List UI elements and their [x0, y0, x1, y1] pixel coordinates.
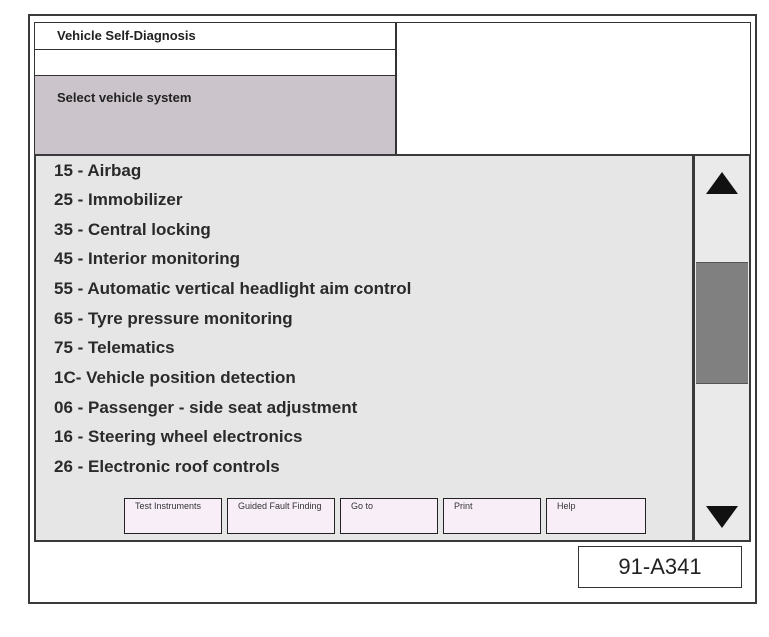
guided-fault-finding-button[interactable]: Guided Fault Finding	[227, 498, 335, 534]
info-panel	[396, 22, 751, 156]
list-item-tyre-pressure[interactable]: 65 - Tyre pressure monitoring	[54, 309, 293, 328]
header-panel	[34, 22, 396, 156]
arrow-down-icon	[704, 502, 740, 532]
window-title: Vehicle Self-Diagnosis	[35, 23, 395, 50]
scroll-down-button[interactable]	[695, 492, 749, 532]
prompt-text: Select vehicle system	[35, 76, 395, 155]
scroll-thumb[interactable]	[696, 262, 748, 384]
list-item-interior-monitoring[interactable]: 45 - Interior monitoring	[54, 249, 241, 268]
go-to-button[interactable]: Go to	[340, 498, 438, 534]
scroll-up-button[interactable]	[695, 168, 749, 208]
list-item-immobilizer[interactable]: 25 - Immobilizer	[54, 190, 183, 209]
list-item-airbag[interactable]: 15 - Airbag	[54, 161, 142, 180]
list-item-central-locking[interactable]: 35 - Central locking	[54, 220, 211, 239]
help-button[interactable]: Help	[546, 498, 646, 534]
arrow-up-icon	[704, 168, 740, 198]
list-item-steering-wheel[interactable]: 16 - Steering wheel electronics	[54, 427, 303, 446]
print-button[interactable]: Print	[443, 498, 541, 534]
scrollbar[interactable]	[694, 154, 751, 542]
status-line	[35, 50, 395, 76]
list-item-passenger-seat[interactable]: 06 - Passenger - side seat adjustment	[54, 398, 358, 417]
list-item-roof-controls[interactable]: 26 - Electronic roof controls	[54, 457, 280, 476]
system-list	[34, 154, 694, 542]
test-instruments-button[interactable]: Test Instruments	[124, 498, 222, 534]
figure-id-label: 91-A341	[578, 546, 742, 588]
list-item-vehicle-position[interactable]: 1C- Vehicle position detection	[54, 368, 296, 387]
list-item-headlight-aim-control[interactable]: 55 - Automatic vertical headlight aim control	[54, 279, 412, 298]
list-item-telematics[interactable]: 75 - Telematics	[54, 338, 175, 357]
